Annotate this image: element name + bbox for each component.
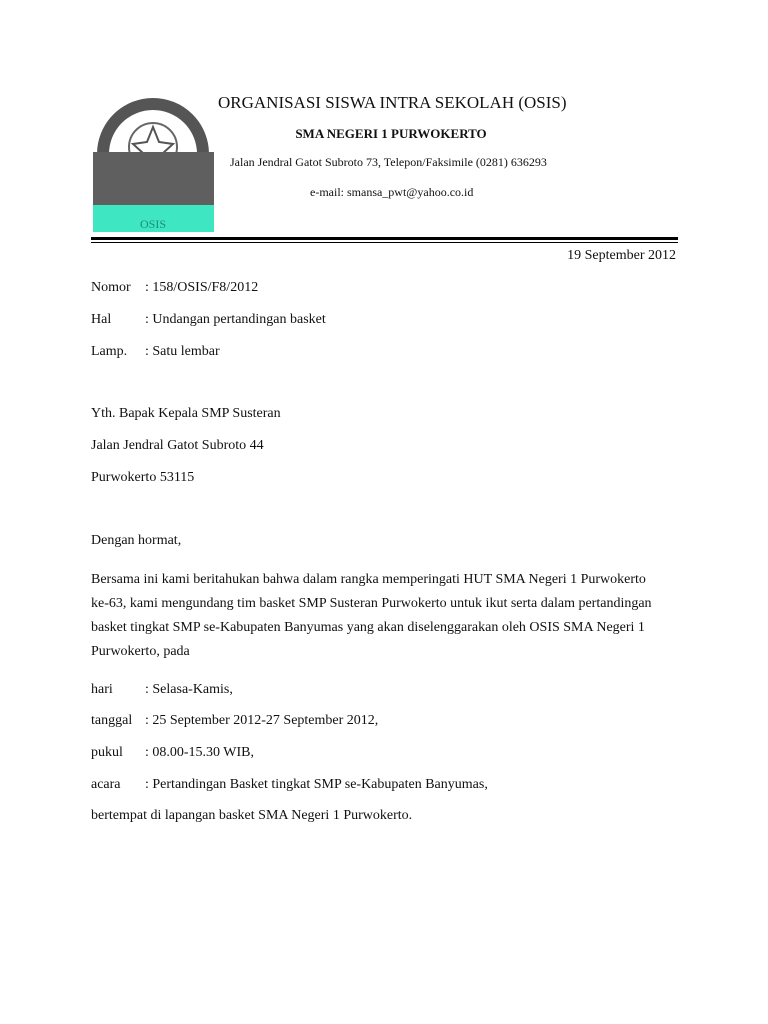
detail-value: : 08.00-15.30 WIB, xyxy=(145,745,255,760)
meta-value: : 158/OSIS/F8/2012 xyxy=(145,280,259,295)
detail-label: hari xyxy=(91,682,113,697)
body-line: Purwokerto, pada xyxy=(91,644,190,659)
meta-label: Lamp. xyxy=(91,344,128,359)
detail-value: : Selasa-Kamis, xyxy=(145,682,233,697)
divider-thin xyxy=(91,242,678,243)
detail-value: : Pertandingan Basket tingkat SMP se-Kabupaten Banyumas, xyxy=(145,777,488,792)
school-email: e-mail: smansa_pwt@yahoo.co.id xyxy=(310,185,474,199)
detail-value: : 25 September 2012-27 September 2012, xyxy=(145,713,379,728)
recipient-line: Purwokerto 53115 xyxy=(91,470,195,485)
body-line: Bersama ini kami beritahukan bahwa dalam rangka memperingati HUT SMA Negeri 1 Purwokerto xyxy=(91,572,646,587)
letter-date: 19 September 2012 xyxy=(567,248,676,263)
meta-value: : Satu lembar xyxy=(145,344,220,359)
closing-line: bertempat di lapangan basket SMA Negeri 1 Purwokerto. xyxy=(91,808,413,823)
school-name: SMA NEGERI 1 PURWOKERTO xyxy=(295,126,487,141)
meta-value: : Undangan pertandingan basket xyxy=(145,312,326,327)
recipient-line: Jalan Jendral Gatot Subroto 44 xyxy=(91,438,264,453)
meta-label: Hal xyxy=(91,312,112,327)
divider-thick xyxy=(91,237,678,240)
body-line: ke-63, kami mengundang tim basket SMP Susteran Purwokerto untuk ikut serta dalam pertandingan xyxy=(91,596,652,611)
greeting: Dengan hormat, xyxy=(91,533,182,548)
svg-text:OSIS: OSIS xyxy=(139,217,167,231)
recipient-line: Yth. Bapak Kepala SMP Susteran xyxy=(91,406,281,421)
school-address: Jalan Jendral Gatot Subroto 73, Telepon/Faksimile (0281) 636293 xyxy=(230,155,547,169)
meta-label: Nomor xyxy=(91,280,131,295)
body-line: basket tingkat SMP se-Kabupaten Banyumas yang akan diselenggarakan oleh OSIS SMA Negeri 1 xyxy=(91,620,645,635)
osis-logo xyxy=(93,92,214,232)
detail-label: tanggal xyxy=(91,713,133,728)
detail-label: pukul xyxy=(91,745,123,760)
org-name: ORGANISASI SISWA INTRA SEKOLAH (OSIS) xyxy=(218,93,567,112)
detail-label: acara xyxy=(91,777,121,792)
